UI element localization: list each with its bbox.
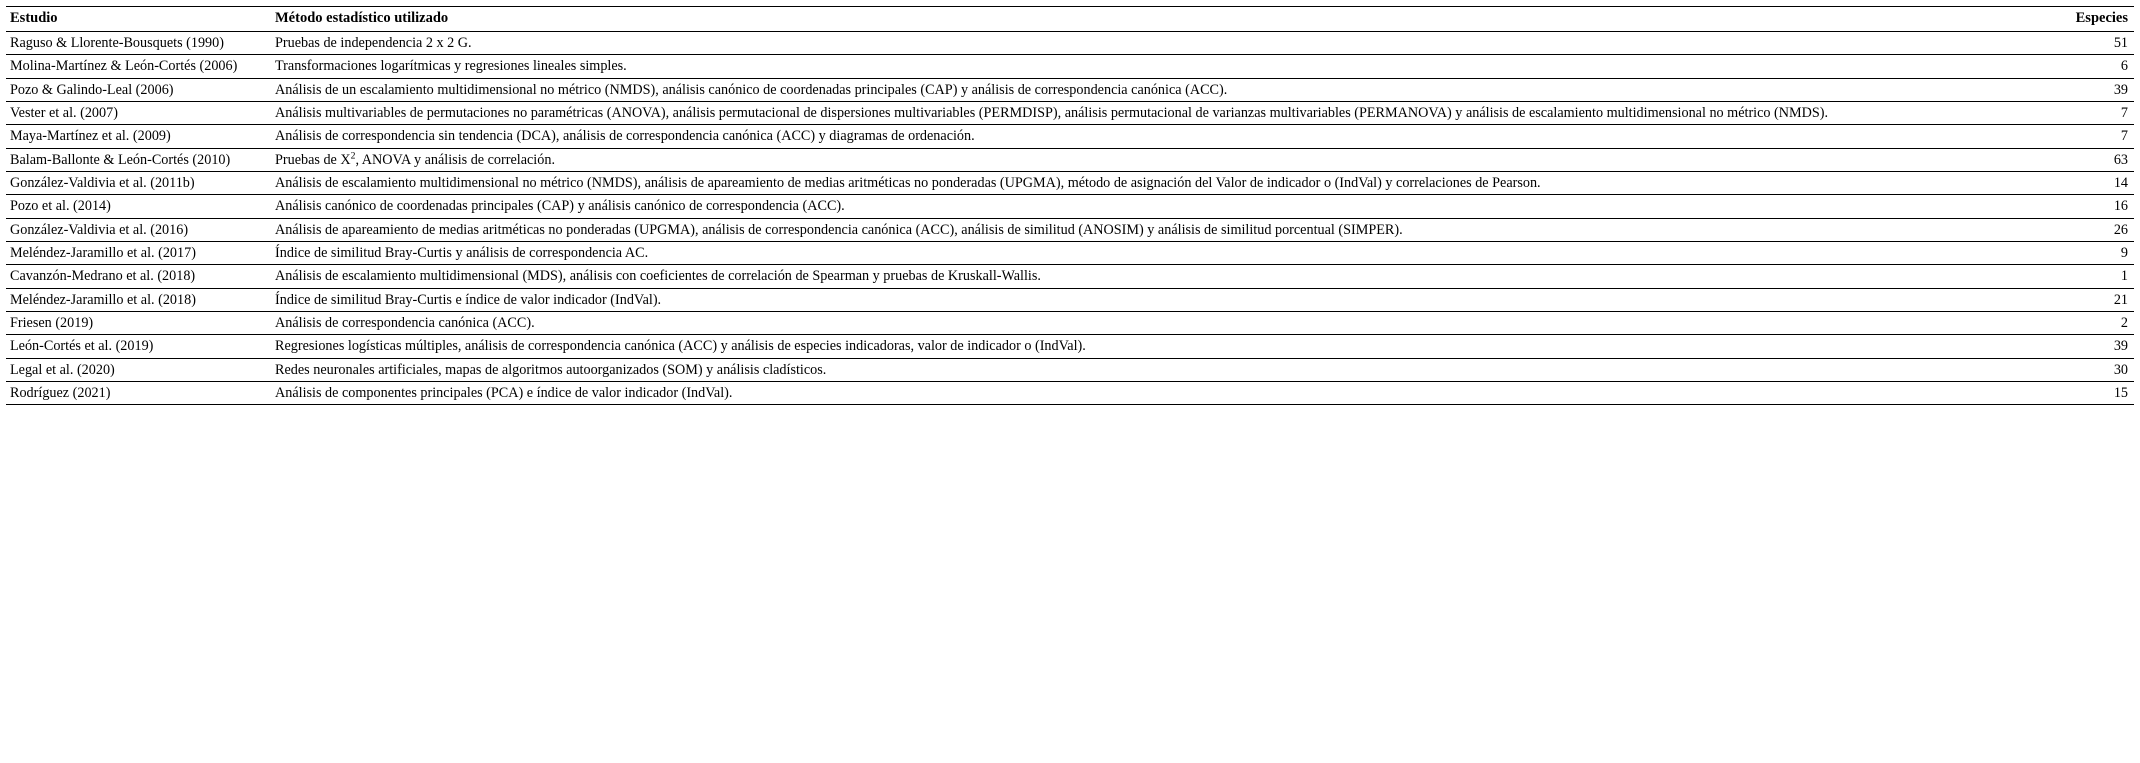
- species-count-cell: 16: [2052, 195, 2134, 218]
- method-text-pre: Pruebas de X: [275, 151, 351, 168]
- species-count-cell: 1: [2052, 265, 2134, 288]
- table-header: [6, 7, 2134, 32]
- table-row: [6, 381, 2134, 404]
- study-cell: Vester et al. (2007): [6, 101, 271, 124]
- study-cell: León-Cortés et al. (2019): [6, 335, 271, 358]
- method-cell: Transformaciones logarítmicas y regresiones lineales simples.: [271, 55, 2052, 78]
- method-cell: Análisis de componentes principales (PCA) e índice de valor indicador (IndVal).: [271, 381, 2052, 404]
- method-cell: Análisis de escalamiento multidimensional (MDS), análisis con coeficientes de correlación de Spearman y pruebas de Kruskall-Wallis.: [271, 265, 2052, 288]
- table-row: [6, 55, 2134, 78]
- document-page: [0, 6, 2140, 763]
- table-header-row: [6, 7, 2134, 32]
- study-cell: Meléndez-Jaramillo et al. (2018): [6, 288, 271, 311]
- method-text-superscript: 2: [350, 149, 356, 161]
- study-cell: Meléndez-Jaramillo et al. (2017): [6, 241, 271, 264]
- table-row: [6, 195, 2134, 218]
- species-count-cell: 9: [2052, 241, 2134, 264]
- study-cell: Rodríguez (2021): [6, 381, 271, 404]
- table-row: [6, 78, 2134, 101]
- species-count-cell: 14: [2052, 171, 2134, 194]
- method-cell: Redes neuronales artificiales, mapas de algoritmos autoorganizados (SOM) y análisis cladísticos.: [271, 358, 2052, 381]
- species-count-cell: 30: [2052, 358, 2134, 381]
- method-text-post: , ANOVA y análisis de correlación.: [355, 151, 555, 168]
- method-cell: [271, 148, 2052, 171]
- method-cell: Análisis canónico de coordenadas principales (CAP) y análisis canónico de correspondencia (ACC).: [271, 195, 2052, 218]
- species-count-cell: 7: [2052, 101, 2134, 124]
- species-count-cell: 15: [2052, 381, 2134, 404]
- table-row: [6, 101, 2134, 124]
- study-cell: Legal et al. (2020): [6, 358, 271, 381]
- column-header-study: Estudio: [6, 7, 271, 32]
- table-row: [6, 148, 2134, 171]
- column-header-method: Método estadístico utilizado: [271, 7, 2052, 32]
- species-count-cell: 39: [2052, 78, 2134, 101]
- method-cell: Regresiones logísticas múltiples, análisis de correspondencia canónica (ACC) y análisis de especies indicadoras, valor de indicador o (IndVal).: [271, 335, 2052, 358]
- study-cell: Maya-Martínez et al. (2009): [6, 125, 271, 148]
- method-cell: Índice de similitud Bray-Curtis y análisis de correspondencia AC.: [271, 241, 2052, 264]
- study-cell: Pozo & Galindo-Leal (2006): [6, 78, 271, 101]
- method-cell: Índice de similitud Bray-Curtis e índice de valor indicador (IndVal).: [271, 288, 2052, 311]
- table-row: [6, 218, 2134, 241]
- table-row: [6, 265, 2134, 288]
- method-cell: Análisis de correspondencia canónica (ACC).: [271, 311, 2052, 334]
- table-row: [6, 32, 2134, 55]
- study-cell: González-Valdivia et al. (2016): [6, 218, 271, 241]
- study-cell: Cavanzón-Medrano et al. (2018): [6, 265, 271, 288]
- species-count-cell: 26: [2052, 218, 2134, 241]
- method-cell: Pruebas de independencia 2 x 2 G.: [271, 32, 2052, 55]
- method-cell: Análisis de apareamiento de medias aritméticas no ponderadas (UPGMA), análisis de correspondencia canónica (ACC), análisis de similitud (ANOSIM) y análisis de similitud porcentual (SIMPER).: [271, 218, 2052, 241]
- method-cell: Análisis multivariables de permutaciones no paramétricas (ANOVA), análisis permutacional de dispersiones multivariables (PERMDISP), análisis permutacional de varianzas multivariables (PERMANOVA) y análisis de escalamiento multidimensional no métrico (NMDS).: [271, 101, 2052, 124]
- method-cell: Análisis de un escalamiento multidimensional no métrico (NMDS), análisis canónico de coordenadas principales (CAP) y análisis de correspondencia canónica (ACC).: [271, 78, 2052, 101]
- species-count-cell: 51: [2052, 32, 2134, 55]
- study-cell: Raguso & Llorente-Bousquets (1990): [6, 32, 271, 55]
- species-count-cell: 6: [2052, 55, 2134, 78]
- species-count-cell: 2: [2052, 311, 2134, 334]
- species-count-cell: 21: [2052, 288, 2134, 311]
- statistical-methods-table: [6, 6, 2134, 405]
- table-row: [6, 241, 2134, 264]
- table-row: [6, 125, 2134, 148]
- study-cell: Pozo et al. (2014): [6, 195, 271, 218]
- table-row: [6, 311, 2134, 334]
- study-cell: Molina-Martínez & León-Cortés (2006): [6, 55, 271, 78]
- method-cell: Análisis de correspondencia sin tendencia (DCA), análisis de correspondencia canónica (ACC) y diagramas de ordenación.: [271, 125, 2052, 148]
- table-row: [6, 335, 2134, 358]
- method-cell: Análisis de escalamiento multidimensional no métrico (NMDS), análisis de apareamiento de medias aritméticas no ponderadas (UPGMA), método de asignación del Valor de indicador o (IndVal) y correlaciones de Pearson.: [271, 171, 2052, 194]
- study-cell: González-Valdivia et al. (2011b): [6, 171, 271, 194]
- column-header-species: Especies: [2052, 7, 2134, 32]
- table-row: [6, 288, 2134, 311]
- study-cell: Balam-Ballonte & León-Cortés (2010): [6, 148, 271, 171]
- species-count-cell: 39: [2052, 335, 2134, 358]
- table-row: [6, 171, 2134, 194]
- table-body: [6, 32, 2134, 405]
- species-count-cell: 63: [2052, 148, 2134, 171]
- table-row: [6, 358, 2134, 381]
- study-cell: Friesen (2019): [6, 311, 271, 334]
- species-count-cell: 7: [2052, 125, 2134, 148]
